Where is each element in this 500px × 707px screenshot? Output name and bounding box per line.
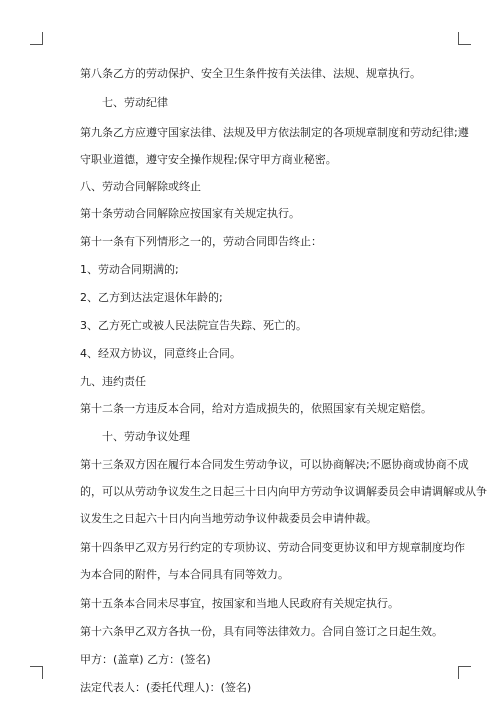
article-11: 第十一条有下列情形之一的，劳动合同即告终止： xyxy=(80,235,322,248)
article-14-line-2: 为本合同的附件，与本合同具有同等效力。 xyxy=(80,568,289,581)
article-10: 第十条劳动合同解除应按国家有关规定执行。 xyxy=(80,207,300,220)
article-15: 第十五条本合同未尽事宜，按国家和当地人民政府有关规定执行。 xyxy=(80,597,399,610)
article-9-line-1: 第九条乙方应遵守国家法律、法规及甲方依法制定的各项规章制度和劳动纪律;遵 xyxy=(80,126,469,139)
article-16: 第十六条甲乙双方各执一份，具有同等法律效力。合同自签订之日起生效。 xyxy=(80,625,443,638)
signature-party-line: 甲方：(盖章) 乙方：(签名) xyxy=(80,653,211,666)
list-item-2: 2、乙方到达法定退休年龄的; xyxy=(80,291,223,304)
article-13-line-3: 议发生之日起六十日内向当地劳动争议仲裁委员会申请仲裁。 xyxy=(80,512,377,525)
article-13-line-2: 的，可以从劳动争议发生之日起三十日内向甲方劳动争议调解委员会申请调解或从争 xyxy=(80,485,487,498)
list-item-3: 3、乙方死亡或被人民法院宣告失踪、死亡的。 xyxy=(80,319,307,332)
section-heading-dispute: 十、劳动争议处理 xyxy=(102,430,190,443)
crop-mark-top-right xyxy=(458,32,471,45)
crop-mark-bottom-left xyxy=(30,666,43,679)
crop-mark-bottom-right xyxy=(458,666,471,679)
article-8: 第八条乙方的劳动保护、安全卫生条件按有关法律、法规、规章执行。 xyxy=(80,67,421,80)
section-heading-liability: 九、违约责任 xyxy=(80,375,146,388)
section-heading-labor-discipline: 七、劳动纪律 xyxy=(102,96,168,109)
article-12: 第十二条一方违反本合同，给对方造成损失的，依照国家有关规定赔偿。 xyxy=(80,402,432,415)
list-item-4: 4、经双方协议，同意终止合同。 xyxy=(80,347,241,360)
article-9-line-2: 守职业道德，遵守安全操作规程;保守甲方商业秘密。 xyxy=(80,153,337,166)
article-13-line-1: 第十三条双方因在履行本合同发生劳动争议，可以协商解决;不愿协商或协商不成 xyxy=(80,458,469,471)
signature-representative-line: 法定代表人：(委托代理人)：(签名) xyxy=(80,681,252,694)
article-14-line-1: 第十四条甲乙双方另行约定的专项协议、劳动合同变更协议和甲方规章制度均作 xyxy=(80,541,465,554)
section-heading-termination: 八、劳动合同解除或终止 xyxy=(80,180,201,193)
crop-mark-top-left xyxy=(30,32,43,45)
list-item-1: 1、劳动合同期满的; xyxy=(80,263,179,276)
